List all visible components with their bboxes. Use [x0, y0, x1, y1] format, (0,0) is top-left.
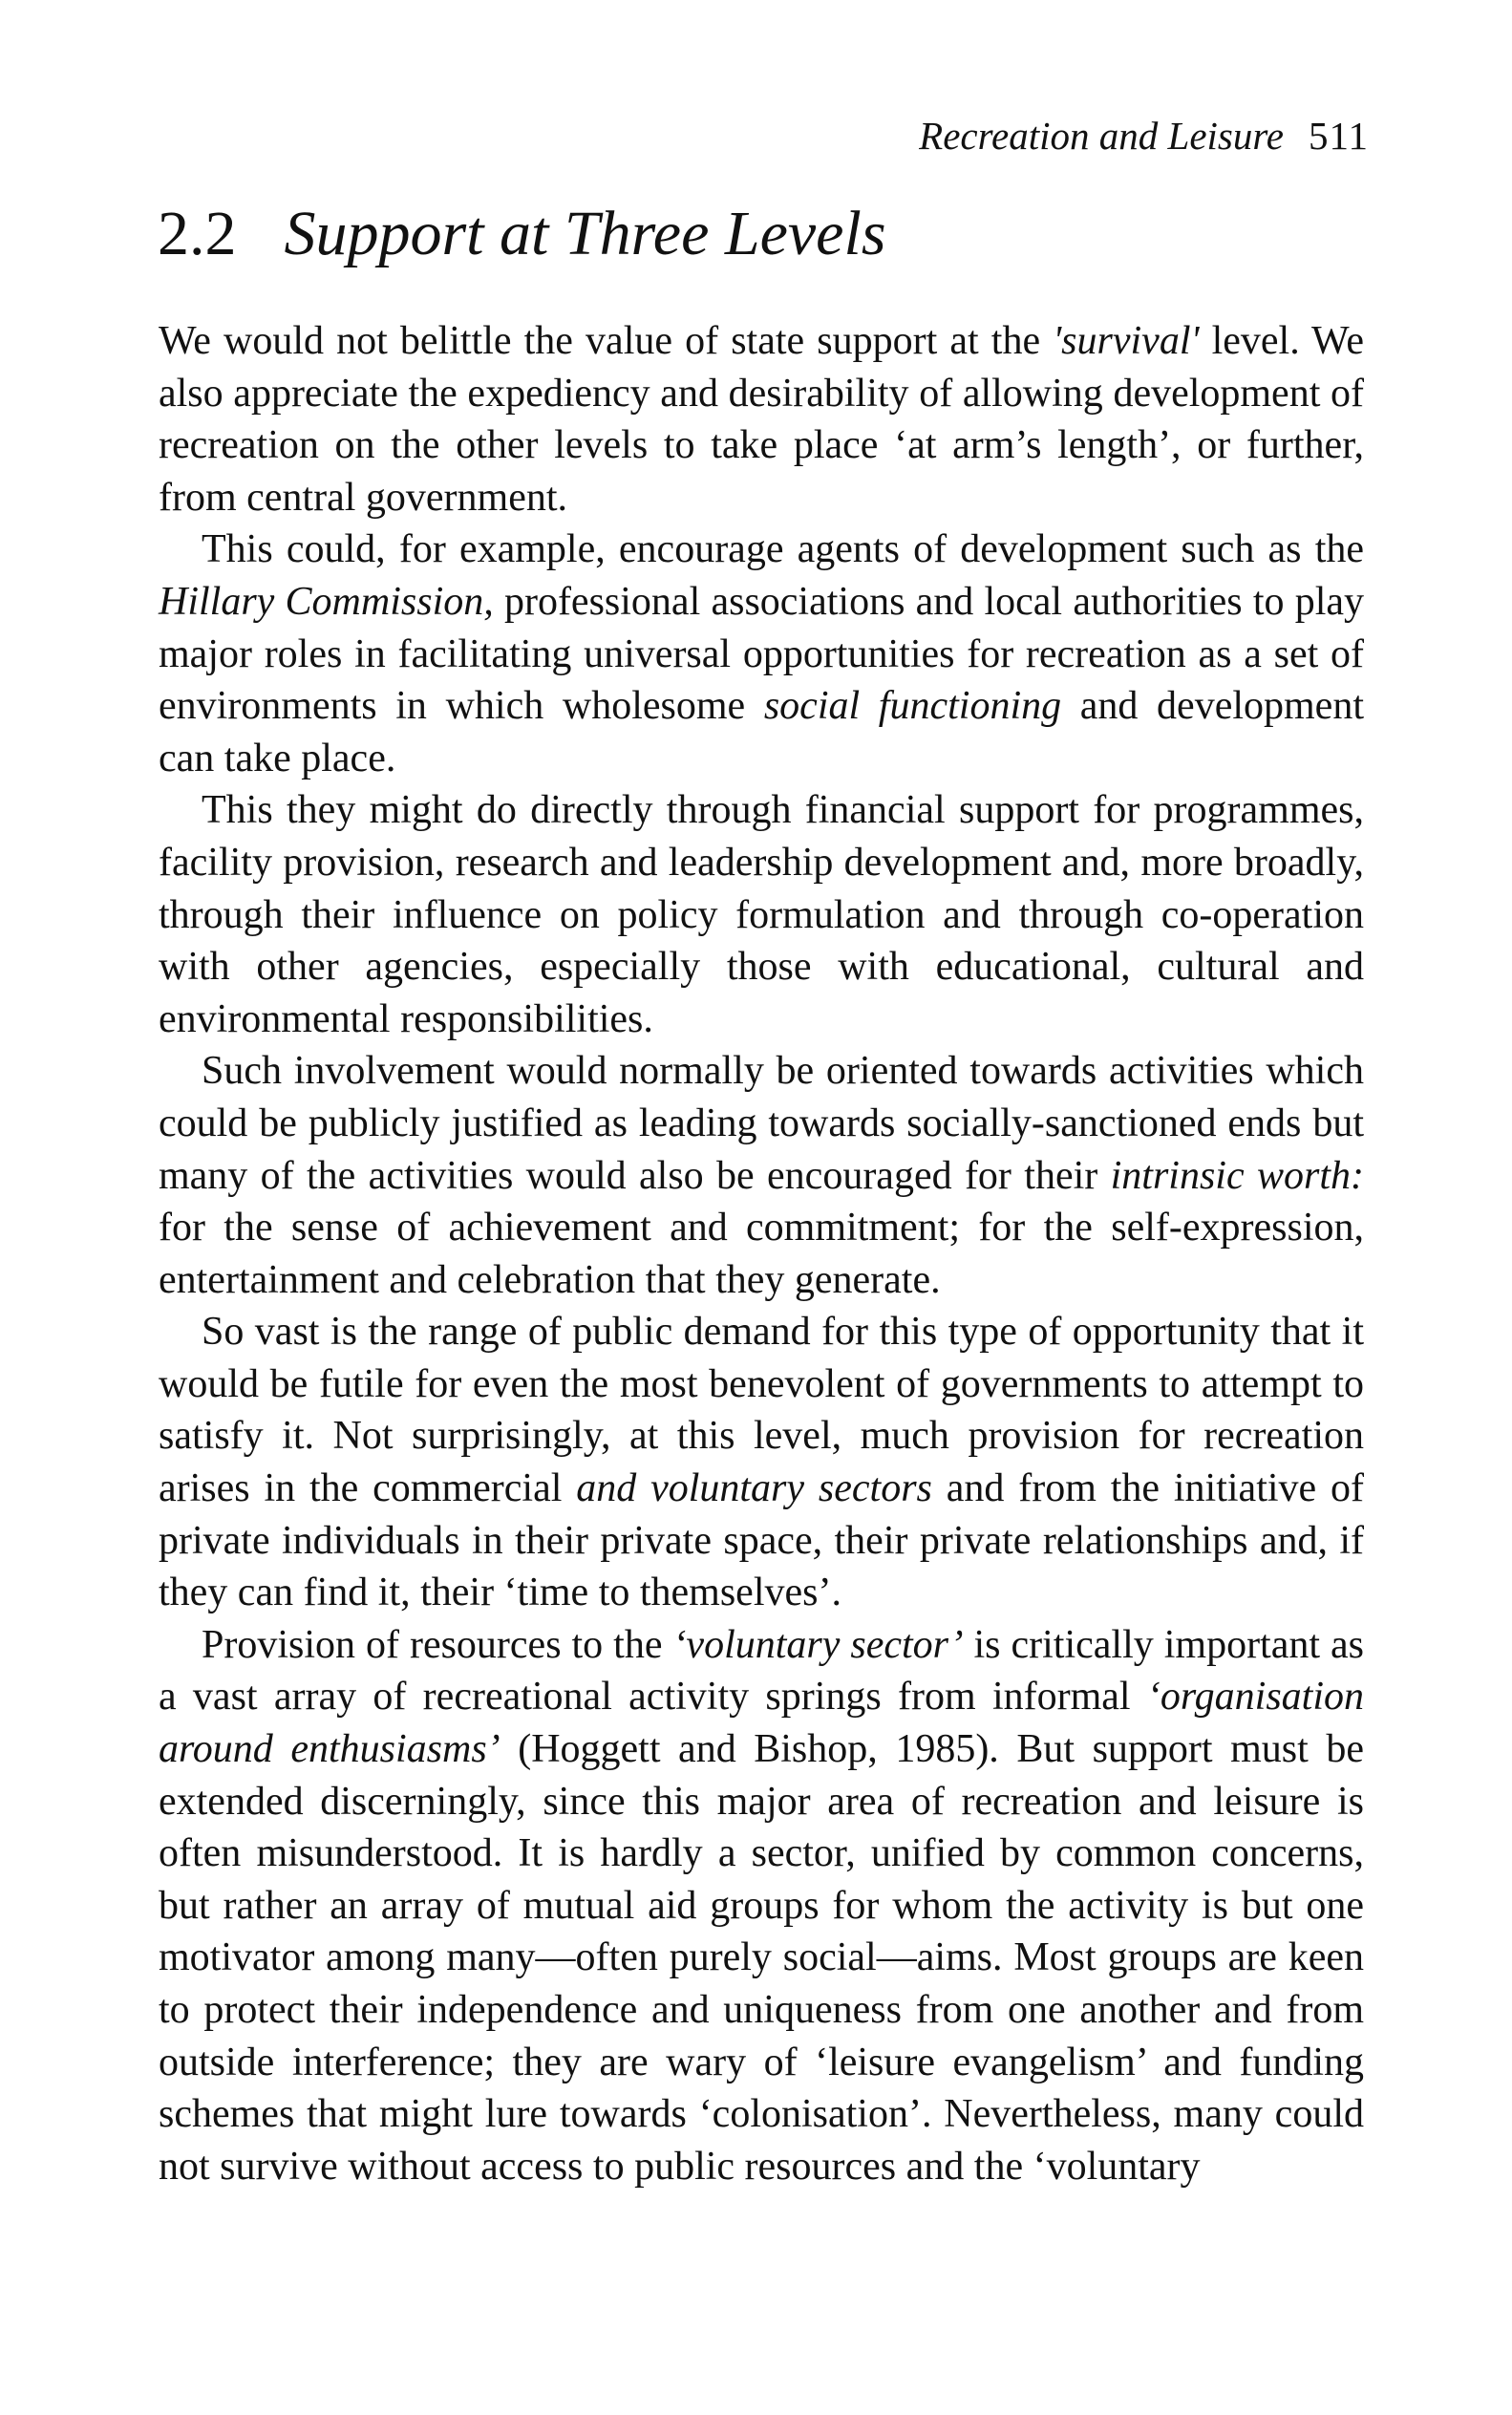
body-text	[159, 315, 1364, 2192]
section-title: Support at Three Levels	[284, 199, 886, 268]
paragraph: We would not belittle the value of state support at the 'survival' level. We also appreciate the expediency and desirability of allowing development of recreation on the other levels to take place ‘at arm’s length’, or further, from central government.	[159, 319, 1364, 520]
paragraph: This could, for example, encourage agents of development such as the Hillary Commission, professional associations and local authorities to play major roles in facilitating universal opportunities for recreation as a set of environments in which wholesome social functioning and development can take place.	[159, 527, 1365, 780]
section-heading	[158, 196, 886, 272]
paragraph: So vast is the range of public demand for this type of opportunity that it would be futile for even the most benevolent of governments to attempt to satisfy it. Not surprisingly, at this level, much provision for recreation arises in the commercial and voluntary sectors and from the initiative of private individuals in their private space, their private relationships and, if they can find it, their ‘time to themselves’.	[159, 1310, 1365, 1615]
running-head-title: Recreation and Leisure	[919, 114, 1285, 158]
paragraph: This they might do directly through financial support for programmes, facility provision, research and leadership development and, more broadly, through their influence on policy formulation and through co-operation with other agencies, especially those with educational, cultural and environmental responsibilities.	[159, 788, 1364, 1041]
page-number: 511	[1309, 114, 1369, 158]
section-number: 2.2	[158, 199, 237, 268]
running-head	[919, 113, 1369, 159]
paragraph: Provision of resources to the ‘voluntary sector’ is critically important as a vast array of recreational activity springs from informal ‘organisation around enthusiasms’ (Hoggett and Bishop, 1985). But support must be extended discerningly, since this major area of recreation and leisure is often misunderstood. It is hardly a sector, unified by common concerns, but rather an array of mutual aid groups for whom the activity is but one motivator among many—often purely social—aims. Most groups are keen to protect their independence and uniqueness from one another and from outside interference; they are wary of ‘leisure evangelism’ and funding schemes that might lure towards ‘colonisation’. Nevertheless, many could not survive without access to public resources and the ‘voluntary	[159, 1622, 1364, 2189]
paragraph: Such involvement would normally be oriented towards activities which could be publicly justified as leading towards socially-sanctioned ends but many of the activities would also be encouraged for their intrinsic worth: for the sense of achievement and commitment; for the self-expression, entertainment and celebration that they generate.	[159, 1049, 1364, 1302]
